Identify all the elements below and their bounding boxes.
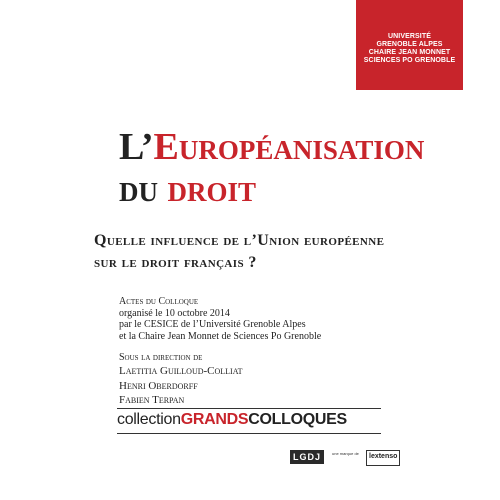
title-line-2 xyxy=(119,170,439,208)
subtitle-line: Quelle influence de l’Union européenne xyxy=(94,232,385,249)
collection-divider-bottom xyxy=(117,433,381,434)
collection-grands: GRANDS xyxy=(180,411,249,428)
title-prefix: L’ xyxy=(119,126,154,168)
acts-heading: Actes du Colloque xyxy=(119,296,199,307)
institution-badge xyxy=(356,0,463,90)
book-cover xyxy=(64,0,456,500)
editor-name: Fabien Terpan xyxy=(119,394,185,406)
title-line-1 xyxy=(119,128,439,166)
book-subtitle xyxy=(94,230,424,274)
lgdj-logo: LGDJ xyxy=(290,450,324,464)
editors-list xyxy=(119,364,419,408)
acts-line: organisé le 10 octobre 2014 xyxy=(119,307,230,319)
conference-details xyxy=(119,296,419,342)
acts-line: par le CESICE de l’Université Grenoble Alpes xyxy=(119,319,306,330)
institution-badge-text xyxy=(356,33,463,65)
editor-name: Henri Oberdorff xyxy=(119,379,198,392)
editor-name: Laetitia Guilloud-Colliat xyxy=(119,365,243,377)
collection-prefix: collection xyxy=(117,411,181,428)
editors-block xyxy=(119,351,419,408)
acts-line: et la Chaire Jean Monnet de Sciences Po Grenoble xyxy=(119,330,322,342)
badge-line: GRENOBLE ALPES xyxy=(376,41,443,48)
publisher-logo xyxy=(290,450,430,466)
badge-line: UNIVERSITÉ xyxy=(387,33,431,40)
badge-line: CHAIRE JEAN MONNET xyxy=(368,49,451,56)
title-main: Européanisation xyxy=(153,126,425,168)
badge-line: SCIENCES PO GRENOBLE xyxy=(363,57,456,64)
direction-heading: Sous la direction de xyxy=(119,352,203,363)
subtitle-line: sur le droit français ? xyxy=(94,254,257,271)
publisher-tagline: une marque de xyxy=(332,451,359,456)
lextenso-logo: lextenso xyxy=(366,450,400,466)
collection-name xyxy=(117,411,347,429)
book-title xyxy=(119,128,439,208)
collection-divider-top xyxy=(117,408,381,409)
title-main: droit xyxy=(167,168,257,210)
collection-colloques: COLLOQUES xyxy=(248,411,347,428)
title-prefix: du xyxy=(119,168,168,210)
